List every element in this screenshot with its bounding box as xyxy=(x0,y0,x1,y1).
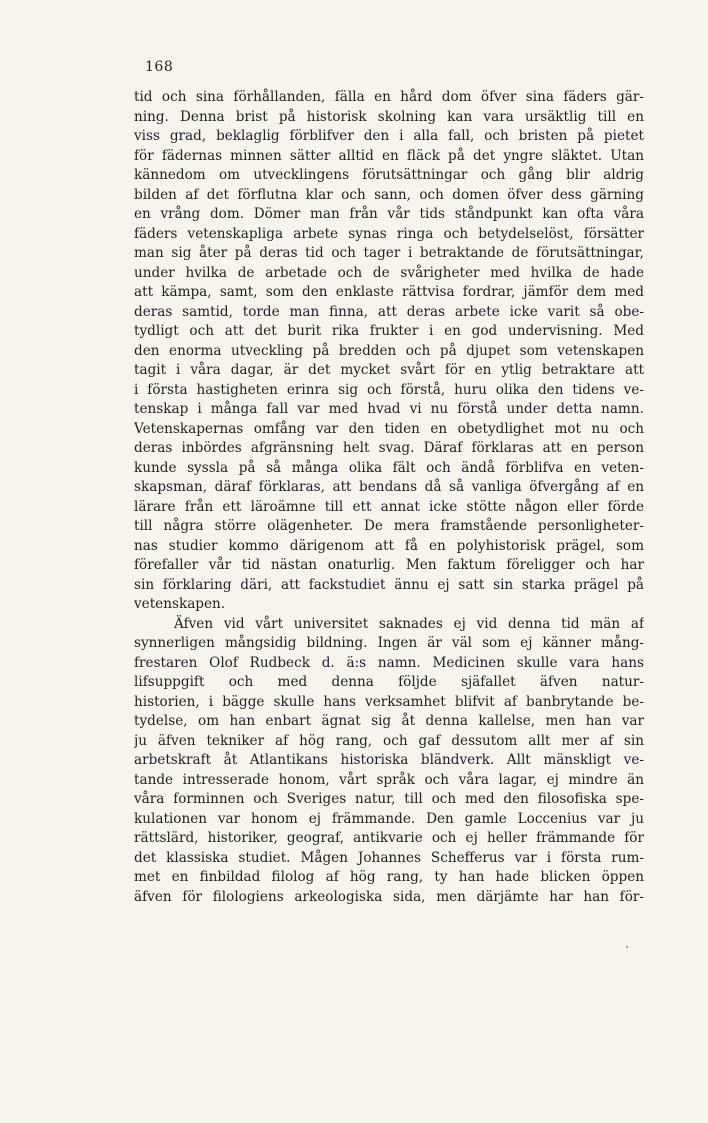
text-line: den enorma utveckling på bredden och på djupet som vetenskapen xyxy=(134,342,644,359)
text-line: tydligt och att det burit rika frukter i en god undervisning. Med xyxy=(134,323,644,339)
text-line: till några större olägenheter. De mera framstående personligheter- xyxy=(134,518,644,534)
text-line: skapsman, däraf förklaras, att bendans då så vanliga öfvergång af en xyxy=(134,479,644,495)
text-line: ning. Denna brist på historisk skolning kan vara ursäktlig till en xyxy=(134,108,644,125)
text-line: deras samtid, torde man finna, att deras arbete icke varit så obe- xyxy=(134,303,644,320)
text-line: under hvilka de arbetade och de svårigheter med hvilka de hade xyxy=(134,264,644,281)
text-line: äfven för filologiens arkeologiska sida, men därjämte har han för- xyxy=(134,888,644,905)
text-line: tenskap i många fall var med hvad vi nu förstå under detta namn. xyxy=(134,401,644,417)
text-line: met en finbildad filolog af hög rang, ty han hade blicken öppen xyxy=(134,869,644,885)
text-line: lärare från ett läroämne till ett annat icke stötte någon eller förde xyxy=(134,498,644,515)
text-line: kunde syssla på så många olika fält och ändå förblifva en veten- xyxy=(134,459,644,476)
text-line: frestaren Olof Rudbeck d. ä:s namn. Medicinen skulle vara hans xyxy=(134,654,644,671)
text-line: kännedom om utvecklingens förutsättningar och gång blir aldrig xyxy=(134,167,644,183)
text-line: kulationen var honom ej främmande. Den gamle Loccenius var ju xyxy=(134,810,644,827)
text-line: bilden af det förflutna klar och sann, och domen öfver dess gärning xyxy=(134,186,644,203)
text-line: fäders vetenskapliga arbete synas ringa och betydelselöst, försätter xyxy=(134,225,644,242)
text-line: tande intresserade honom, vårt språk och våra lagar, ej mindre än xyxy=(134,771,644,788)
text-line: viss grad, beklaglig förblifver den i alla fall, och bristen på pietet xyxy=(134,128,644,144)
text-line: arbetskraft åt Atlantikans historiska bländverk. Allt mänskligt ve- xyxy=(134,752,644,768)
text-line: för fädernas minnen sätter alltid en fläck på det yngre släktet. Utan xyxy=(134,147,644,164)
text-line: rättslärd, historiker, geograf, antikvarie och ej heller främmande för xyxy=(134,830,644,846)
text-line: tagit i våra dagar, är det mycket svårt för en ytlig betraktare att xyxy=(134,362,644,378)
text-line: vetenskapen. xyxy=(134,596,226,612)
page-number: 168 xyxy=(145,59,174,75)
text-line: en vrång dom. Dömer man från vår tids ståndpunkt kan ofta våra xyxy=(134,206,644,222)
margin-speck xyxy=(626,946,628,948)
text-line: historien, i bägge skulle hans verksamhet blifvit af banbrytande be- xyxy=(134,693,644,710)
text-line: Äfven vid vårt universitet saknades ej vid denna tid män af xyxy=(174,615,644,632)
text-line: ju äfven tekniker af hög rang, och gaf dessutom allt mer af sin xyxy=(134,732,644,749)
text-line: sin förklaring däri, att fackstudiet ännu ej satt sin starka prägel på xyxy=(134,576,644,593)
text-line: tydelse, om han enbart ägnat sig åt denna kallelse, men han var xyxy=(134,713,644,729)
text-line: nas studier kommo därigenom att få en polyhistorisk prägel, som xyxy=(134,537,644,554)
text-line: tid och sina förhållanden, fälla en hård dom öfver sina fäders gär- xyxy=(134,89,644,105)
text-line: man sig åter på deras tid och tager i betraktande de förutsättningar, xyxy=(134,245,644,261)
text-line: deras inbördes afgränsning helt svag. Däraf förklaras att en person xyxy=(134,440,644,456)
text-line: i första hastigheten erinra sig och förstå, huru olika den tidens ve- xyxy=(134,381,644,398)
text-line: förefaller vår tid nästan onaturlig. Men faktum föreligger och har xyxy=(134,557,644,573)
text-line: det klassiska studiet. Mågen Johannes Schefferus var i första rum- xyxy=(134,849,644,866)
text-line: Vetenskapernas omfång var den tiden en obetydlighet mot nu och xyxy=(134,420,644,437)
body-text xyxy=(134,88,644,907)
text-line: synnerligen mångsidig bildning. Ingen är väl som ej känner mång- xyxy=(134,635,644,651)
text-line: att kämpa, samt, som den enklaste rättvisa fordrar, jämför dem med xyxy=(134,284,644,300)
text-line: våra forminnen och Sveriges natur, till och med den filosofiska spe- xyxy=(134,791,644,807)
text-line: lifsuppgift och med denna följde sjäfallet äfven natur- xyxy=(134,674,644,690)
